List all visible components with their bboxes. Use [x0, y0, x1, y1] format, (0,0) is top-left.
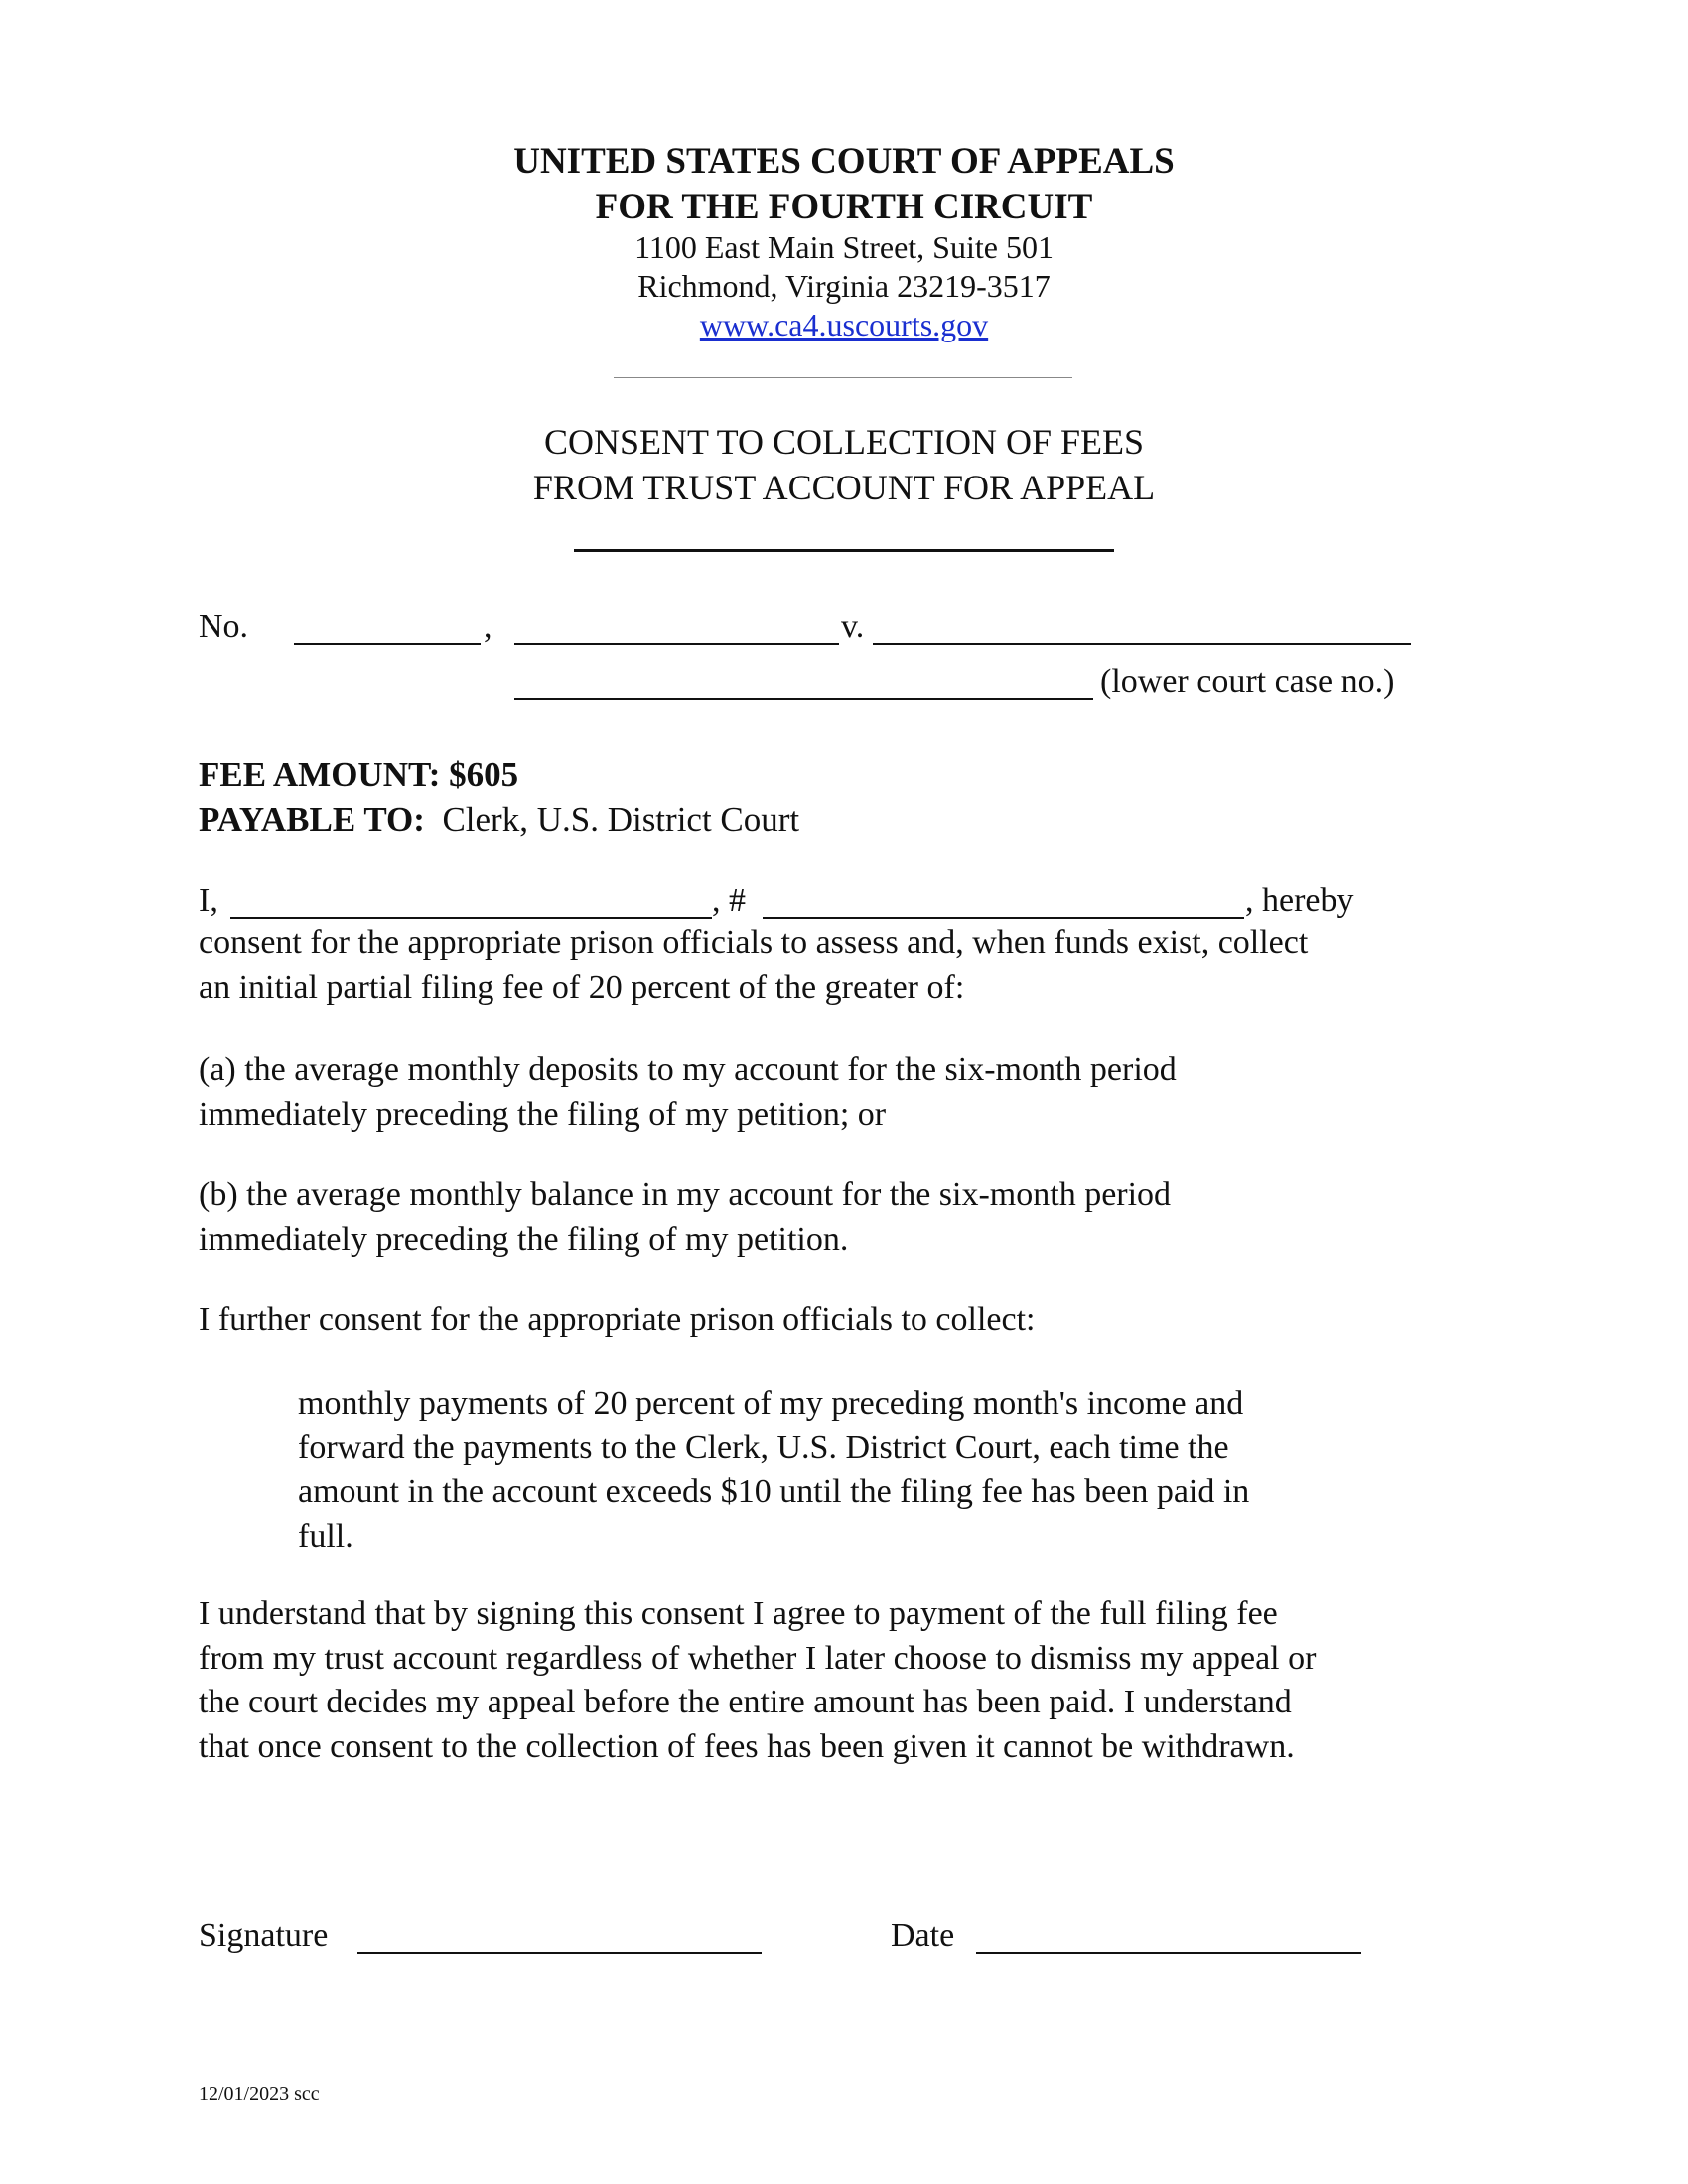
court-name-line-2: FOR THE FOURTH CIRCUIT — [595, 187, 1093, 227]
monthly-payments-paragraph — [298, 1382, 1440, 1559]
form-title — [0, 419, 1688, 510]
understanding-line-2: from my trust account regardless of whether I later choose to dismiss my appeal or — [199, 1639, 1317, 1677]
fee-amount-label: FEE AMOUNT: — [199, 755, 441, 794]
fee-block — [199, 752, 799, 842]
appellant-name-field[interactable] — [514, 643, 839, 645]
court-address — [0, 228, 1688, 344]
monthly-payments-line-4: full. — [298, 1517, 353, 1555]
case-number-field[interactable] — [294, 643, 481, 645]
lower-court-case-label: (lower court case no.) — [1100, 663, 1395, 700]
understanding-paragraph — [199, 1592, 1489, 1769]
consent-intro-line-3: an initial partial filing fee of 20 percent of the greater of: — [199, 968, 965, 1006]
payable-to-label: PAYABLE TO: — [199, 800, 425, 839]
option-a-line-1: (a) the average monthly deposits to my account for the six-month period — [199, 1051, 1177, 1088]
form-title-line-1: CONSENT TO COLLECTION OF FEES — [543, 422, 1145, 462]
form-title-line-2: FROM TRUST ACCOUNT FOR APPEAL — [532, 468, 1156, 507]
header-divider — [614, 377, 1072, 378]
consent-intro-continued — [199, 921, 1489, 1010]
title-divider — [574, 549, 1114, 552]
fee-amount-line — [199, 752, 799, 797]
case-no-label: No. — [199, 609, 249, 645]
court-name-line-1: UNITED STATES COURT OF APPEALS — [513, 141, 1175, 182]
consent-intro-line-2: consent for the appropriate prison officials to assess and, when funds exist, collect — [199, 924, 1309, 961]
address-line-2: Richmond, Virginia 23219-3517 — [637, 268, 1051, 304]
appellee-name-field[interactable] — [873, 643, 1411, 645]
option-b-line-2: immediately preceding the filing of my petition. — [199, 1220, 849, 1258]
option-a-line-2: immediately preceding the filing of my petition; or — [199, 1095, 887, 1133]
signature-field[interactable] — [357, 1952, 762, 1954]
date-field[interactable] — [976, 1952, 1361, 1954]
case-comma: , — [484, 609, 492, 645]
monthly-payments-line-2: forward the payments to the Clerk, U.S. District Court, each time the — [298, 1429, 1229, 1466]
monthly-payments-line-3: amount in the account exceeds $10 until the filing fee has been paid in — [298, 1473, 1250, 1510]
signature-label: Signature — [199, 1917, 329, 1954]
consent-prefix: I, — [199, 883, 218, 919]
address-line-1: 1100 East Main Street, Suite 501 — [634, 229, 1054, 265]
further-consent-paragraph — [199, 1298, 1489, 1343]
inmate-number-field[interactable] — [763, 917, 1244, 919]
fee-amount-value: $605 — [449, 755, 519, 794]
understanding-line-1: I understand that by signing this consent I agree to payment of the full filing fee — [199, 1595, 1278, 1632]
option-a-paragraph — [199, 1048, 1489, 1137]
court-website-link[interactable]: www.ca4.uscourts.gov — [699, 307, 989, 342]
monthly-payments-line-1: monthly payments of 20 percent of my preceding month's income and — [298, 1385, 1244, 1422]
payable-to-line — [199, 797, 799, 842]
inmate-name-field[interactable] — [230, 917, 712, 919]
option-b-paragraph — [199, 1173, 1489, 1262]
lower-court-case-number-field[interactable] — [514, 698, 1093, 700]
revision-code: 12/01/2023 scc — [199, 2083, 320, 2105]
inmate-number-sign: , # — [712, 883, 746, 919]
understanding-line-3: the court decides my appeal before the entire amount has been paid. I understand — [199, 1684, 1292, 1720]
understanding-line-4: that once consent to the collection of fees has been given it cannot be withdrawn. — [199, 1727, 1295, 1765]
further-consent-line: I further consent for the appropriate prison officials to collect: — [199, 1301, 1036, 1338]
versus-label: v. — [841, 609, 865, 645]
court-name — [0, 139, 1688, 230]
option-b-line-1: (b) the average monthly balance in my account for the six-month period — [199, 1176, 1172, 1213]
payable-to-value: Clerk, U.S. District Court — [442, 800, 800, 839]
date-label: Date — [891, 1917, 955, 1954]
consent-suffix: , hereby — [1245, 883, 1354, 919]
